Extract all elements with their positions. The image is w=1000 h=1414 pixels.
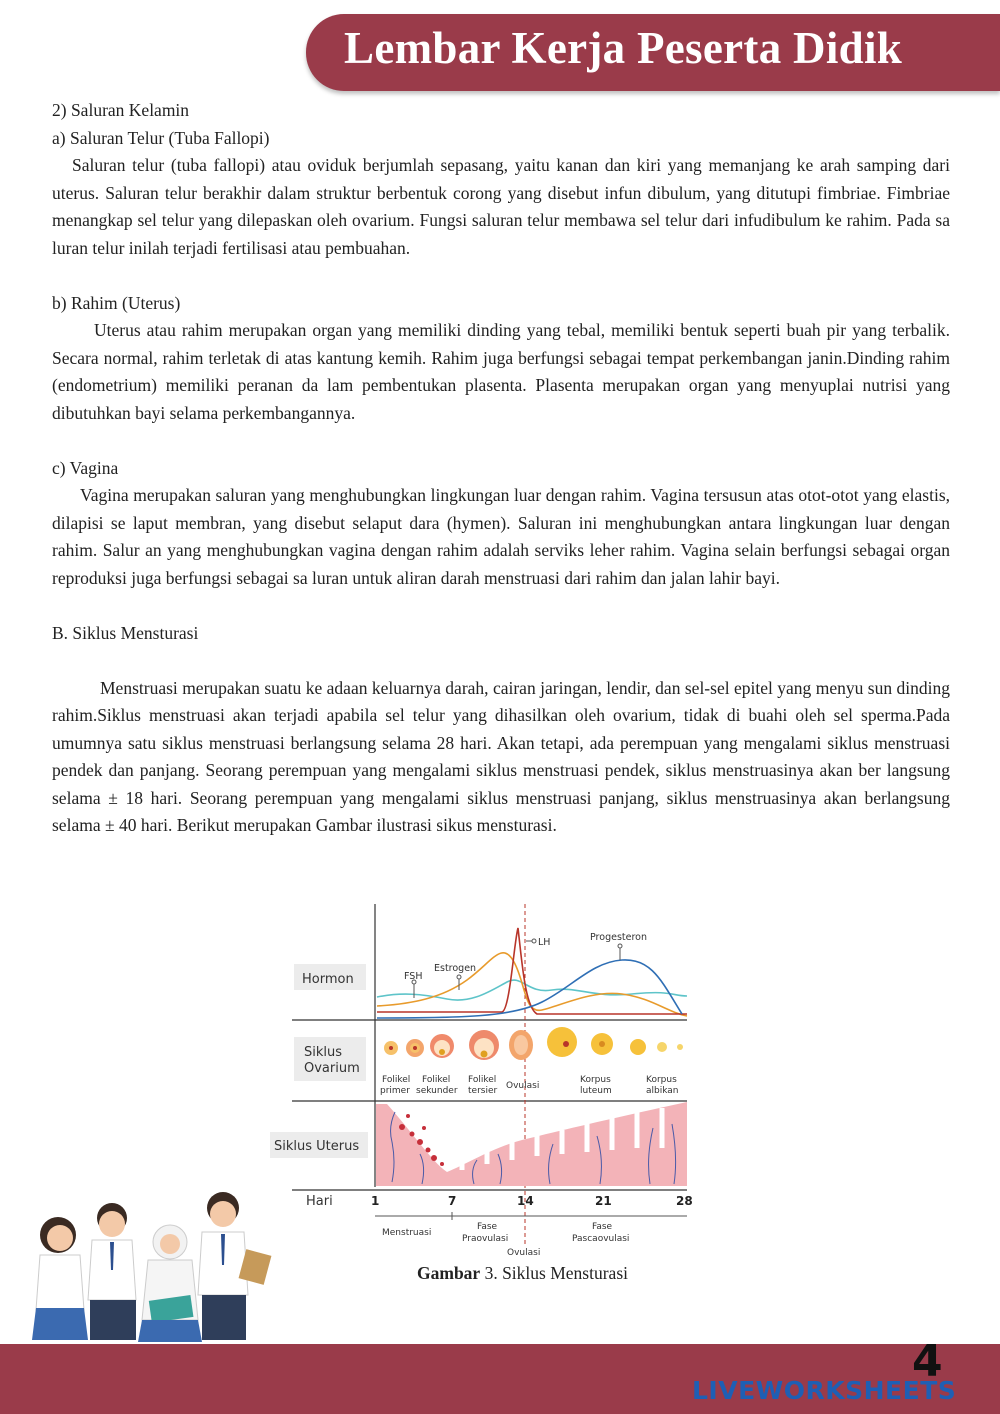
section-heading-saluran-telur: a) Saluran Telur (Tuba Fallopi) [52, 127, 270, 148]
hormone-label-lh: LH [538, 937, 551, 948]
menstrual-cycle-figure [262, 902, 702, 1262]
liveworksheets-logo[interactable] [692, 1376, 956, 1405]
korpus-luteum [547, 1027, 613, 1057]
phase-pascaovulasi-2: Pascaovulasi [572, 1234, 630, 1244]
logo-text: LIVEWORKSHEETS [692, 1376, 957, 1405]
section-heading-saluran-kelamin: 2) Saluran Kelamin [52, 100, 190, 120]
caption-text: 3. Siklus Mensturasi [480, 1263, 628, 1283]
korpus-albikan [630, 1039, 683, 1055]
row-label-ovarium-2: Ovarium [304, 1061, 360, 1076]
students-illustration [20, 1180, 280, 1345]
phase-praovulasi-2: Praovulasi [462, 1234, 509, 1244]
section-heading-siklus-mensturasi: B. Siklus Mensturasi [52, 622, 199, 643]
ovary-label-3b: tersier [468, 1086, 498, 1096]
menstrual-cycle-diagram [262, 902, 702, 1262]
phase-menstruasi: Menstruasi [382, 1228, 432, 1238]
ovary-label-1b: primer [380, 1086, 410, 1096]
hormone-label-progesteron: Progesteron [590, 932, 647, 943]
hormone-label-estrogen: Estrogen [434, 963, 477, 974]
row-label-hari: Hari [306, 1194, 333, 1209]
paragraph-saluran-telur: Saluran telur (tuba fallopi) atau oviduk berjumlah sepasang, yaitu kanan dan kiri yang memanjang ke arah samping dari uterus. Saluran telur berakhir dalam struktur berbentuk corong yang disebut infun dibulum, yang ditutupi fimbriae. Fimbriae menangkap sel telur yang dilepaskan oleh ovarium. Fungsi saluran telur membawa sel telur dari infudibulum ke rahim. Pada sa luran telur inilah terjadi fertilisasi atau pembuahan. [52, 155, 950, 258]
section-heading-rahim: b) Rahim (Uterus) [52, 292, 181, 313]
section-heading-vagina: c) Vagina [52, 457, 119, 478]
ovary-label-6a: Korpus [646, 1075, 677, 1085]
content [52, 97, 950, 840]
hormone-label-fsh: FSH [404, 971, 423, 982]
follicle-primer [384, 1041, 398, 1055]
fsh-curve [377, 980, 687, 1000]
paragraph-vagina: Vagina merupakan saluran yang menghubungkan lingkungan luar dengan rahim. Vagina tersusun atas otot-otot yang elastis, dilapisi se laput membran, yang disebut selaput dara (hymen). Saluran ini menghubungkan antara lingkungan luar dengan rahim. Salur an yang menghubungkan vagina dengan rahim adalah serviks leher rahim. Vagina selain berfungsi sebagai organ reproduksi juga berfungsi sebagai sa luran untuk aliran darah menstruasi dari rahim dan jalan lahir bayi. [52, 485, 950, 588]
follicle-tersier-1 [430, 1034, 454, 1058]
paragraph-rahim: Uterus atau rahim merupakan organ yang memiliki dinding yang tebal, memiliki bentuk seperti buah pir yang terbalik. Secara normal, rahim terletak di atas kantung kemih. Rahim juga berfungsi sebagai tempat perkembangan janin.Dinding rahim (endometrium) memiliki peranan da lam pembentukan plasenta. Plasenta merupakan organ yang menyuplai nutrisi yang dibutuhkan bayi selama perkembangannya. [52, 320, 950, 423]
ovary-label-3a: Folikel [468, 1075, 497, 1085]
ovary-label-5a: Korpus [580, 1075, 611, 1085]
endometrium-layer [376, 1102, 687, 1186]
follicle-sekunder [406, 1039, 424, 1057]
page-title: Lembar Kerja Peserta Didik [344, 23, 903, 73]
day-label-28: 28 [676, 1194, 693, 1208]
caption-bold: Gambar [417, 1263, 481, 1283]
figure-caption [417, 1263, 628, 1284]
phase-pascaovulasi-1: Fase [592, 1222, 613, 1232]
day-label-1: 1 [371, 1194, 380, 1208]
phase-ovulasi: Ovulasi [507, 1248, 541, 1258]
paragraph-siklus-mensturasi: Menstruasi merupakan suatu ke adaan keluarnya darah, cairan jaringan, lendir, dan sel-sel epitel yang menyu sun dinding rahim.Siklus menstruasi akan terjadi apabila sel telur yang dihasilkan oleh ovarium, tidak di buahi oleh sel sperma.Pada umumnya satu siklus menstruasi berlangsung selama 28 hari. Akan tetapi, ada perempuan yang mengalami siklus menstruasi pendek dan panjang. Seorang perempuan yang mengalami siklus menstruasi pendek, siklus menstruasinya akan ber langsung selama ± 18 hari. Seorang perempuan yang mengalami siklus menstruasi panjang, siklus menstruasinya akan berlangsung selama ± 40 hari. Berikut merupakan Gambar ilustrasi sikus mensturasi. [52, 677, 950, 835]
page-number: 4 [912, 1336, 943, 1387]
day-label-14: 14 [517, 1194, 534, 1208]
progesteron-curve [377, 960, 682, 1018]
header-banner [306, 14, 1000, 91]
row-label-hormon: Hormon [302, 972, 354, 987]
day-label-7: 7 [448, 1194, 457, 1208]
ovary-label-6b: albikan [646, 1086, 679, 1096]
ovary-label-4: Ovulasi [506, 1081, 540, 1091]
row-label-uterus: Siklus Uterus [274, 1139, 360, 1154]
phase-praovulasi-1: Fase [477, 1222, 498, 1232]
ovary-label-2b: sekunder [416, 1086, 458, 1096]
row-label-ovarium-1: Siklus [304, 1045, 343, 1060]
ovary-label-1a: Folikel [382, 1075, 411, 1085]
day-label-21: 21 [595, 1194, 612, 1208]
ovulasi-follicle [509, 1030, 533, 1060]
ovary-label-5b: luteum [580, 1086, 612, 1096]
follicle-tersier-2 [469, 1030, 499, 1060]
ovary-label-2a: Folikel [422, 1075, 451, 1085]
